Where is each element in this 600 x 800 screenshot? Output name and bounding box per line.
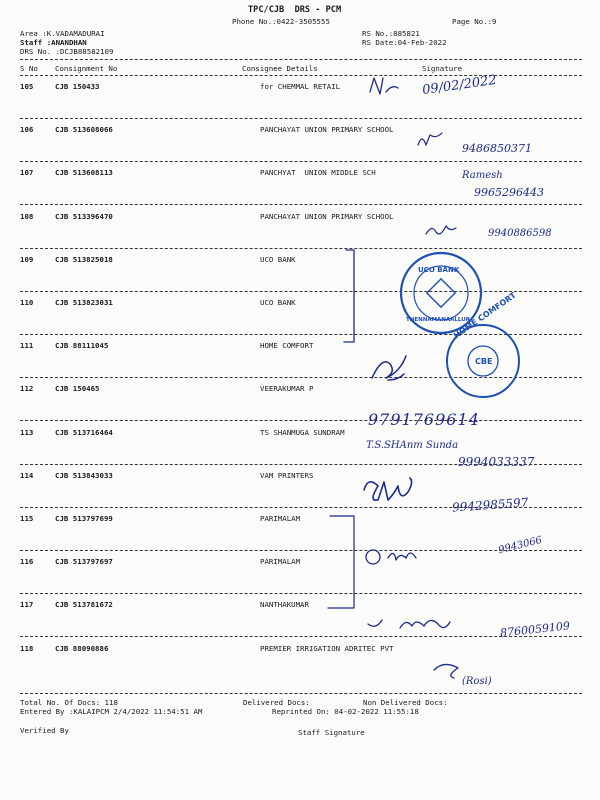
row-divider <box>20 248 582 249</box>
row-consignment-number: CJB 513823031 <box>55 298 113 307</box>
row-consignee: PARIMALAM <box>260 557 301 567</box>
uco-stamp-bottom: THENNAMANAALLUR <box>406 317 470 323</box>
row-serial-number: 114 <box>20 470 34 480</box>
divider <box>20 693 582 694</box>
phone-number: Phone No.:0422-3505555 <box>232 17 330 26</box>
entered-by: Entered By :KALAIPCM 2/4/2022 11:54:51 AM <box>20 707 203 716</box>
row-consignment-number: CJB 513843033 <box>55 470 113 480</box>
row-divider <box>20 334 582 335</box>
row-consignment-number: CJB 150433 <box>55 82 100 91</box>
row-consignee: TS SHANMUGA SUNDRAM <box>260 427 345 437</box>
cbe-stamp-text: CBE <box>475 357 493 366</box>
delivered-docs: Delivered Docs: <box>243 698 310 707</box>
row-divider <box>20 291 582 292</box>
row-consignment-number: CJB 88090886 <box>55 643 109 653</box>
row-consignment-number: CJB 513608113 <box>55 168 113 178</box>
home-comfort-stamp-text: HOME COMFORT <box>452 290 518 341</box>
row-consignment-number: CJB 150465 <box>55 384 100 394</box>
report-title: TPC/CJB DRS - PCM <box>248 5 342 15</box>
row-divider <box>20 161 582 162</box>
handwritten-name: T.S.SHAnm Sunda <box>366 440 459 451</box>
row-serial-number: 115 <box>20 514 34 523</box>
row-serial-number: 108 <box>20 211 34 221</box>
handwritten-phone: 9965296443 <box>474 186 544 199</box>
row-consignee: VEERAKUMAR P <box>260 384 314 394</box>
total-docs: Total No. Of Docs: 118 <box>20 698 118 707</box>
rs-date: RS Date:04-Feb-2022 <box>362 38 447 47</box>
row-consignee: HOME COMFORT <box>260 341 314 351</box>
area-label: Area :K.VADAMADURAI <box>20 29 105 38</box>
row-serial-number: 118 <box>20 643 34 653</box>
handwritten-phone: 9791769614 <box>368 410 480 429</box>
row-divider <box>20 204 582 205</box>
non-delivered-docs: Non Delivered Docs: <box>363 698 448 707</box>
row-consignee: UCO BANK <box>260 298 296 307</box>
row-consignee: PANCHAYAT UNION PRIMARY SCHOOL <box>260 211 394 221</box>
handwritten-phone: 9943066 <box>497 534 544 557</box>
row-serial-number: 117 <box>20 600 34 610</box>
handwritten-phone: 9486850371 <box>462 142 532 155</box>
col-consignee: Consignee Details <box>242 64 318 73</box>
handwritten-phone: 9994033337 <box>458 455 535 469</box>
handwritten-phone: 8760059109 <box>499 619 571 640</box>
handwritten-phone: 9940886598 <box>488 228 552 239</box>
uco-stamp-top: UCO BANK <box>418 266 460 274</box>
row-serial-number: 105 <box>20 82 34 91</box>
row-consignee: PANCHAYAT UNION PRIMARY SCHOOL <box>260 125 394 135</box>
row-serial-number: 112 <box>20 384 34 394</box>
col-signature: Signature <box>422 64 463 73</box>
divider <box>20 75 582 76</box>
handwritten-date: 09/02/2022 <box>421 72 498 99</box>
staff-label: Staff :ANANDHAN <box>20 38 87 47</box>
row-consignment-number: CJB 513716464 <box>55 427 113 437</box>
row-consignment-number: CJB 513797699 <box>55 514 113 523</box>
col-sno: S No <box>20 64 38 73</box>
row-consignment-number: CJB 513781672 <box>55 600 113 610</box>
drs-number: DRS No. :DCJB88582109 <box>20 47 114 56</box>
rs-number: RS No.:885821 <box>362 29 420 38</box>
row-serial-number: 109 <box>20 254 34 264</box>
row-consignee: UCO BANK <box>260 254 296 264</box>
row-consignment-number: CJB 513396470 <box>55 211 113 221</box>
row-serial-number: 106 <box>20 125 34 135</box>
row-consignment-number: CJB 513825018 <box>55 254 113 264</box>
row-consignment-number: CJB 88111045 <box>55 341 109 351</box>
row-divider <box>20 636 582 637</box>
row-consignee: for CHEMMAL RETAIL <box>260 82 341 91</box>
row-consignee: PANCHYAT UNION MIDDLE SCH <box>260 168 376 178</box>
row-serial-number: 111 <box>20 341 34 351</box>
divider <box>20 59 582 60</box>
handwritten-phone: 9942985597 <box>451 495 529 515</box>
handwritten-note: (Rosi) <box>462 676 492 687</box>
handwritten-name: Ramesh <box>462 170 503 181</box>
row-serial-number: 110 <box>20 298 34 307</box>
row-serial-number: 107 <box>20 168 34 178</box>
staff-signature: Staff Signature <box>298 728 365 737</box>
row-serial-number: 113 <box>20 427 34 437</box>
row-consignee: PARIMALAM <box>260 514 301 523</box>
verified-by: Verified By <box>20 726 69 735</box>
row-consignee: PREMIER IRRIGATION ADRITEC PVT <box>260 643 394 653</box>
reprinted-on: Reprinted On: 04-02-2022 11:55:18 <box>272 707 419 716</box>
row-consignee: VAM PRINTERS <box>260 470 314 480</box>
row-divider <box>20 377 582 378</box>
page-number: Page No.:9 <box>452 17 497 26</box>
row-divider <box>20 593 582 594</box>
row-consignment-number: CJB 513608066 <box>55 125 113 135</box>
row-consignee: NANTHAKUMAR <box>260 600 309 610</box>
col-consignment: Consignment No <box>55 64 118 73</box>
row-divider <box>20 420 582 421</box>
row-divider <box>20 118 582 119</box>
row-serial-number: 116 <box>20 557 34 567</box>
row-consignment-number: CJB 513797697 <box>55 557 113 567</box>
